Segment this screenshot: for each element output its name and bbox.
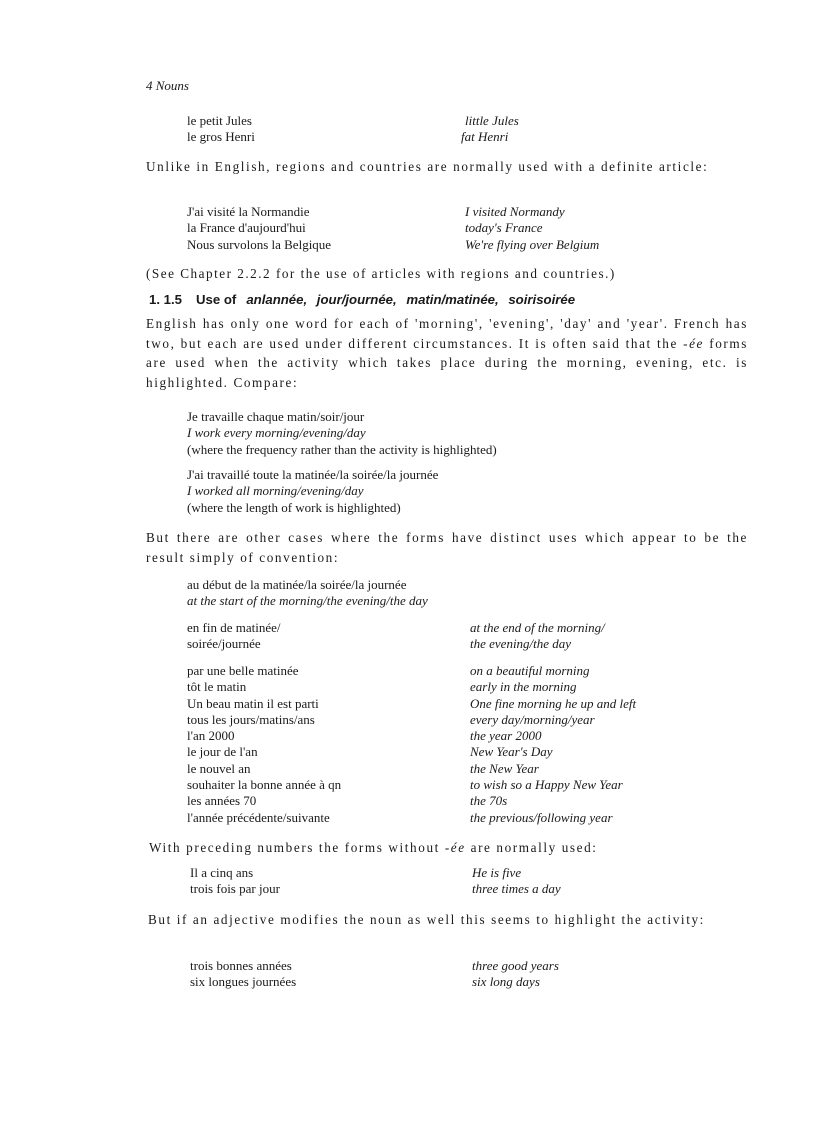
french-phrase: souhaiter la bonne année à qn: [187, 777, 342, 793]
french-phrase: le jour de l'an: [187, 744, 258, 760]
english-translation: I work every morning/evening/day: [187, 425, 366, 441]
french-phrase: la France d'aujourd'hui: [187, 220, 306, 236]
english-translation: the 70s: [470, 793, 508, 809]
text-span: With preceding numbers the forms without: [149, 840, 445, 855]
french-phrase: Nous survolons la Belgique: [187, 236, 332, 252]
french-phrase: l'année précédente/suivante: [187, 809, 330, 825]
english-translation: on a beautiful morning: [470, 663, 590, 678]
example-frequency: [187, 409, 497, 458]
english-translation: the New Year: [470, 760, 539, 776]
english-translation: little Jules: [465, 113, 519, 128]
english-translation: every day/morning/year: [470, 711, 595, 727]
french-phrase: J'ai travaillé toute la matinée/la soirée/la journée: [187, 467, 439, 482]
french-phrase: Un beau matin il est parti: [187, 695, 319, 711]
french-phrase: tous les jours/matins/ans: [187, 711, 315, 727]
french-phrase: soirée/journée: [187, 636, 261, 652]
english-translation: three good years: [472, 958, 559, 973]
paragraph-regions: Unlike in English, regions and countries are normally used with a definite article:: [146, 159, 709, 174]
running-head: 4 Nouns: [146, 78, 189, 93]
french-phrase: au début de la matinée/la soirée/la journée: [187, 577, 407, 592]
paragraph-see-chapter: (See Chapter 2.2.2 for the use of articles with regions and countries.): [146, 266, 616, 281]
section-heading: [149, 292, 575, 307]
example-start: [187, 577, 428, 610]
text-span: are normally used:: [465, 840, 598, 855]
english-translation: six long days: [472, 974, 540, 990]
english-translation: I visited Normandy: [465, 204, 565, 219]
paragraph-adjective: But if an adjective modifies the noun as well this seems to highlight the activity:: [148, 912, 705, 927]
english-translation: the previous/following year: [470, 809, 613, 825]
section-title-prefix: Use of: [196, 292, 237, 307]
paragraph-convention: But there are other cases where the forms have distinct uses which appear to be the result simply of convention:: [146, 530, 748, 565]
english-translation: We're flying over Belgium: [465, 236, 600, 252]
english-translation: today's France: [465, 220, 543, 236]
french-phrase: trois bonnes années: [190, 958, 292, 973]
french-phrase: trois fois par jour: [190, 881, 280, 897]
example-length: [187, 467, 438, 516]
english-translation: at the start of the morning/the evening/the day: [187, 593, 428, 609]
english-translation: early in the morning: [470, 679, 577, 695]
french-phrase: par une belle matinée: [187, 663, 299, 678]
french-phrase: le petit Jules: [187, 113, 252, 128]
section-number: 1. 1.5: [149, 292, 182, 307]
french-phrase: six longues journées: [190, 974, 297, 990]
english-translation: the year 2000: [470, 728, 542, 744]
paragraph-intro: [146, 314, 748, 392]
english-translation: the evening/the day: [470, 636, 572, 652]
french-phrase: en fin de matinée/: [187, 620, 281, 635]
english-translation: at the end of the morning/: [470, 620, 605, 635]
english-translation: One fine morning he up and left: [470, 695, 637, 711]
english-translation: to wish so a Happy New Year: [470, 777, 623, 793]
english-translation: fat Henri: [461, 129, 509, 145]
french-phrase: le nouvel an: [187, 760, 251, 776]
french-phrase: les années 70: [187, 793, 257, 809]
text-span: English has only one word for each of 'morning', 'evening', 'day' and 'year'. French has two, but each are used under different circumstances. It is often said that the: [146, 316, 748, 351]
french-phrase: J'ai visité la Normandie: [187, 204, 310, 219]
english-translation: He is five: [472, 865, 522, 880]
paragraph-numbers: [149, 838, 751, 858]
english-translation: I worked all morning/evening/day: [187, 483, 364, 499]
english-translation: three times a day: [472, 881, 561, 897]
section-title-terms: anlannée, jour/journée, matin/matinée, soirisoirée: [246, 292, 576, 307]
french-phrase: le gros Henri: [187, 129, 255, 145]
example-note: (where the length of work is highlighted): [187, 499, 401, 515]
french-phrase: l'an 2000: [187, 728, 235, 744]
text-span: forms are used when the activity which takes place during the morning, evening, etc. is highlighted. Compare:: [146, 335, 748, 390]
french-phrase: Je travaille chaque matin/soir/jour: [187, 409, 365, 424]
english-translation: New Year's Day: [470, 744, 553, 760]
emphasis-suffix: -ée: [444, 840, 466, 855]
french-phrase: Il a cinq ans: [190, 865, 254, 880]
example-note: (where the frequency rather than the activity is highlighted): [187, 441, 497, 457]
emphasis-suffix: -ée: [683, 335, 705, 351]
french-phrase: tôt le matin: [187, 679, 247, 695]
